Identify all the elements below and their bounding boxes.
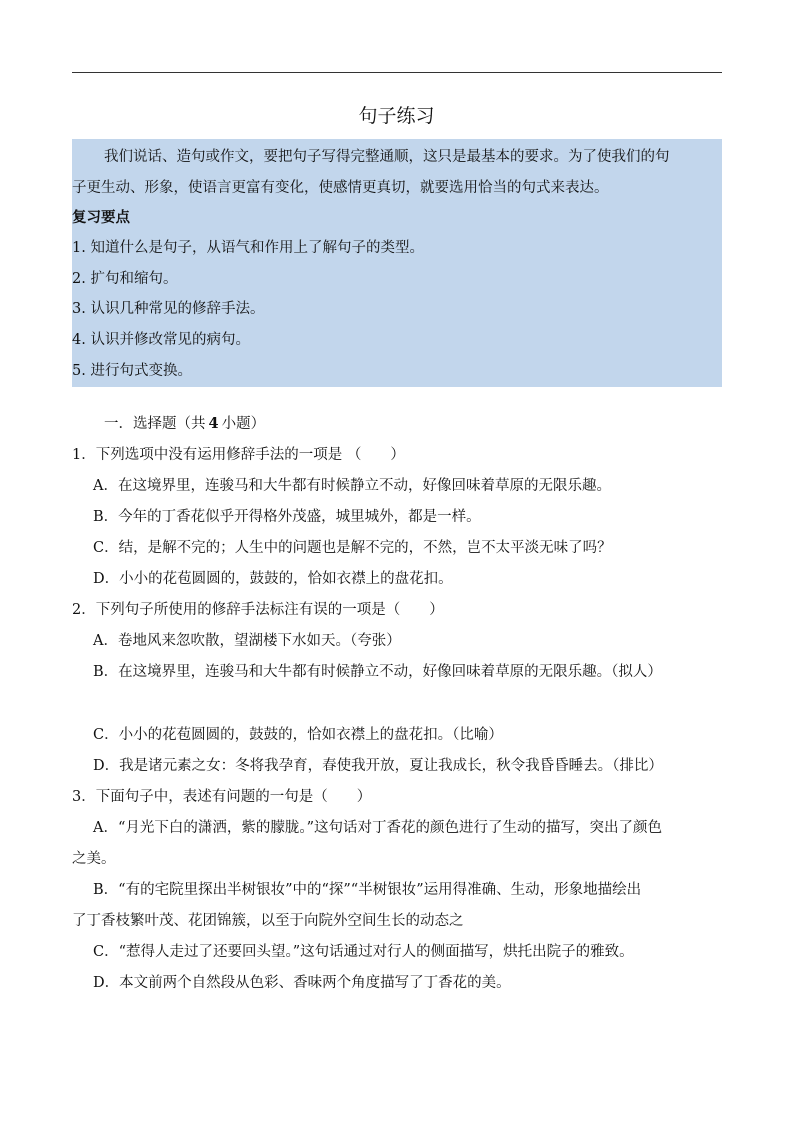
review-item: 2. 扩句和缩句。: [72, 271, 178, 287]
question-option: B．在这境界里，连骏马和大牛都有时候静立不动，好像回味着草原的无限乐趣。（拟人）: [93, 664, 662, 680]
section-heading: [104, 413, 265, 435]
page-title: 句子练习: [358, 105, 435, 127]
question-stem: 1．下列选项中没有运用修辞手法的一项是 （ ）: [72, 447, 405, 463]
question-option: B．“有的宅院里探出半树银妆”中的“探”“半树银妆”运用得准确、生动，形象地描绘出: [93, 882, 642, 898]
question-option: D．小小的花苞圆圆的，鼓鼓的，恰如衣襟上的盘花扣。: [93, 571, 453, 587]
question-option: C．“惹得人走过了还要回头望。”这句话通过对行人的侧面描写，烘托出院子的雅致。: [93, 944, 634, 960]
question-option: C．结，是解不完的；人生中的问题也是解不完的，不然，岂不太平淡无味了吗？: [93, 540, 612, 556]
review-item: 4. 认识并修改常见的病句。: [72, 332, 250, 348]
question-option-continuation: 之美。: [72, 851, 116, 867]
question-option: C．小小的花苞圆圆的，鼓鼓的，恰如衣襟上的盘花扣。（比喻）: [93, 727, 503, 743]
review-item: 5. 进行句式变换。: [72, 363, 192, 379]
section-label-suffix: 小题）: [221, 416, 266, 432]
question-stem: 2．下列句子所使用的修辞手法标注有误的一项是（ ）: [72, 602, 444, 618]
review-heading: 复习要点: [72, 209, 130, 226]
question-stem: 3．下面句子中，表述有问题的一句是（ ）: [72, 789, 372, 805]
intro-line-1: 我们说话、造句或作文，要把句子写得完整通顺，这只是最基本的要求。为了使我们的句: [104, 149, 670, 165]
question-option: A．“月光下白的潇洒，紫的朦胧。”这句话对丁香花的颜色进行了生动的描写，突出了颜色: [93, 820, 663, 836]
header-rule: [72, 72, 722, 73]
intro-line-2: 子更生动、形象，使语言更富有变化，使感情更真切，就要选用恰当的句式来表达。: [72, 180, 609, 196]
question-option: B．今年的丁香花似乎开得格外茂盛，城里城外，都是一样。: [93, 509, 481, 525]
section-count: 4: [208, 415, 219, 432]
review-item: 1. 知道什么是句子，从语气和作用上了解句子的类型。: [72, 240, 424, 256]
question-option: A．卷地风来忽吹散，望湖楼下水如天。（夸张）: [93, 633, 401, 649]
question-option-continuation: 了丁香枝繁叶茂、花团锦簇，以至于向院外空间生长的动态之: [72, 913, 464, 929]
section-label-prefix: 一．选择题（共: [104, 416, 206, 432]
question-option: A．在这境界里，连骏马和大牛都有时候静立不动，好像回味着草原的无限乐趣。: [93, 478, 611, 494]
review-item: 3. 认识几种常见的修辞手法。: [72, 301, 265, 317]
question-option: D．本文前两个自然段从色彩、香味两个角度描写了丁香花的美。: [93, 975, 511, 991]
question-option: D．我是诸元素之女：冬将我孕育，春使我开放，夏让我成长，秋令我昏昏睡去。（排比）: [93, 758, 663, 774]
